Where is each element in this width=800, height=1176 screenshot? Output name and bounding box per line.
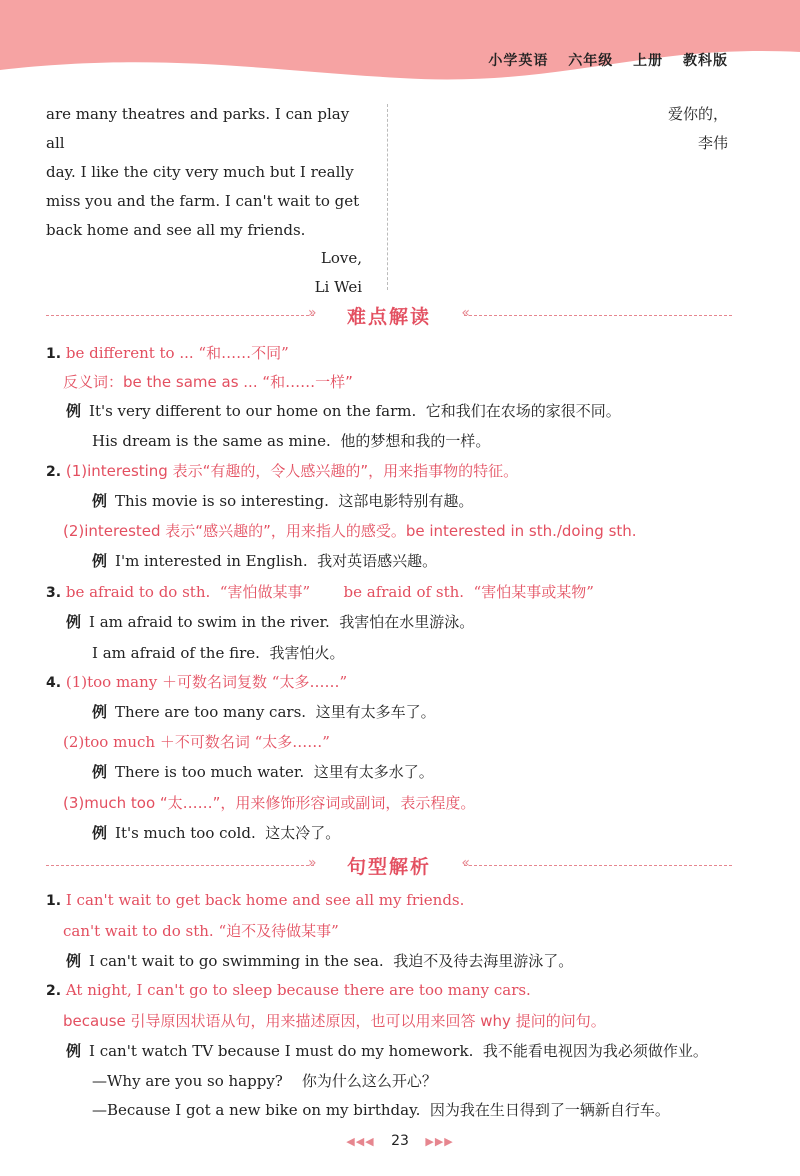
double-chevron-right-icon: » <box>308 305 317 321</box>
header-grade: 六年级 <box>568 53 614 69</box>
translation-closing: 爱你的， <box>667 105 728 123</box>
point-note <box>63 371 353 392</box>
triangle-left-icon: ◀◀◀ <box>346 1135 375 1148</box>
point-text: be different to ... “和……不同” <box>65 344 289 362</box>
example-zh: 这里有太多水了。 <box>313 763 434 781</box>
header-edition: 教科版 <box>683 53 728 69</box>
example-en: I can't watch TV because I must do my homework. <box>89 1042 474 1060</box>
header-banner <box>0 0 800 88</box>
dialogue-line <box>92 1099 670 1120</box>
point-text: I can't wait to get back home and see all my friends. <box>65 891 465 909</box>
point-note <box>63 520 637 541</box>
point-heading <box>46 981 531 999</box>
example-zh: 我对英语感兴趣。 <box>317 552 438 570</box>
example-en: It's much too cold. <box>115 824 256 842</box>
example-zh: 这里有太多车了。 <box>315 703 436 721</box>
letter-closing: Love, <box>320 249 362 267</box>
example-label: 例 <box>92 492 108 510</box>
example-label: 例 <box>92 763 108 781</box>
example-row <box>66 1040 708 1061</box>
example-en: I can't wait to go swimming in the sea. <box>89 952 384 970</box>
letter-line: miss you and the farm. I can't wait to get <box>46 192 360 210</box>
point-heading <box>46 581 594 602</box>
point-heading <box>46 671 347 692</box>
example-zh: 我害怕火。 <box>269 644 345 662</box>
example-en: —Why are you so happy? <box>92 1072 283 1090</box>
point-text: At night, I can't go to sleep because there are too many cars. <box>65 981 531 999</box>
translation-signature: 李伟 <box>697 134 728 152</box>
point-text: (1)too many ＋可数名词复数 “太多……” <box>65 673 348 691</box>
example-zh: 这太冷了。 <box>265 824 341 842</box>
point-note <box>63 1010 606 1031</box>
section-title: 难点解读 <box>346 306 431 328</box>
point-number: 1. <box>46 893 62 909</box>
header-subject: 小学英语 <box>488 53 549 69</box>
point-text: (1)interesting 表示“有趣的，令人感兴趣的”，用来指事物的特征。 <box>65 462 519 480</box>
example-zh: 这部电影特别有趣。 <box>338 492 474 510</box>
point-text: (3)much too “太……”，用来修饰形容词或副词，表示程度。 <box>63 794 476 812</box>
example-row <box>92 550 437 571</box>
section-title: 句型解析 <box>346 856 431 878</box>
dialogue-line <box>92 1070 437 1091</box>
point-text: can't wait to do sth. “迫不及待做某事” <box>63 922 339 940</box>
example-en: I'm interested in English. <box>115 552 308 570</box>
example-label: 例 <box>66 402 82 420</box>
point-note <box>63 792 475 813</box>
example-row <box>92 490 473 511</box>
point-text: because 引导原因状语从句，用来描述原因，也可以用来回答 why 提问的问句。 <box>63 1012 606 1030</box>
point-number: 2. <box>46 983 62 999</box>
example-zh: 因为我在生日得到了一辆新自行车。 <box>429 1101 670 1119</box>
letter-line: are many theatres and parks. I can play all <box>46 105 350 152</box>
example-zh: 他的梦想和我的一样。 <box>340 432 491 450</box>
example-label: 例 <box>66 613 82 631</box>
point-note <box>63 731 330 752</box>
page-footer <box>0 1133 800 1149</box>
example-zh: 我害怕在水里游泳。 <box>339 613 475 631</box>
example-label: 例 <box>66 952 82 970</box>
point-number: 4. <box>46 675 62 691</box>
example-en: It's very different to our home on the farm. <box>89 402 417 420</box>
example-label: 例 <box>92 824 108 842</box>
example-en: His dream is the same as mine. <box>92 432 331 450</box>
example-label: 例 <box>66 1042 82 1060</box>
example-row <box>92 701 436 722</box>
point-note <box>63 920 339 941</box>
point-text: (2)interested 表示“感兴趣的”，用来指人的感受。be interested in sth./doing sth. <box>63 522 637 540</box>
example-en: There are too many cars. <box>115 703 307 721</box>
double-chevron-right-icon: » <box>308 855 317 871</box>
example-label: 例 <box>92 552 108 570</box>
letter-translation <box>668 100 728 158</box>
point-text: 反义词：be the same as ... “和……一样” <box>63 373 353 391</box>
point-heading <box>46 891 464 909</box>
example-row <box>92 761 434 782</box>
section-header-sentences <box>46 852 732 880</box>
column-divider <box>387 104 388 290</box>
point-number: 2. <box>46 464 62 480</box>
example-label: 例 <box>92 703 108 721</box>
letter-signoff <box>46 244 362 302</box>
example-en: I am afraid of the fire. <box>92 644 260 662</box>
double-chevron-left-icon: « <box>461 305 470 321</box>
double-chevron-left-icon: « <box>461 855 470 871</box>
example-row <box>66 400 621 421</box>
point-heading <box>46 342 289 363</box>
point-number: 3. <box>46 585 62 601</box>
letter-line: back home and see all my friends. <box>46 221 306 239</box>
point-text: be afraid to do sth. “害怕做某事” be afraid of sth. “害怕某事或某物” <box>65 583 594 601</box>
section-header-difficulties <box>46 302 732 330</box>
point-heading <box>46 460 518 481</box>
example-zh: 我不能看电视因为我必须做作业。 <box>482 1042 708 1060</box>
example-row <box>66 611 474 632</box>
letter-line: day. I like the city very much but I really <box>46 163 354 181</box>
letter-signature: Li Wei <box>314 278 362 296</box>
point-text: (2)too much ＋不可数名词 “太多……” <box>63 733 330 751</box>
example-en: This movie is so interesting. <box>115 492 329 510</box>
triangle-right-icon: ▶▶▶ <box>425 1135 454 1148</box>
example-row <box>92 642 344 663</box>
example-en: —Because I got a new bike on my birthday. <box>92 1101 421 1119</box>
example-en: I am afraid to swim in the river. <box>89 613 330 631</box>
page-number: 23 <box>391 1133 409 1149</box>
example-row <box>92 430 490 451</box>
example-en: There is too much water. <box>115 763 305 781</box>
example-zh: 它和我们在农场的家很不同。 <box>425 402 621 420</box>
example-zh: 你为什么这么开心？ <box>301 1072 437 1090</box>
book-info <box>474 50 728 70</box>
example-row <box>92 822 340 843</box>
example-zh: 我迫不及待去海里游泳了。 <box>393 952 574 970</box>
header-volume: 上册 <box>633 53 664 69</box>
point-number: 1. <box>46 346 62 362</box>
example-row <box>66 950 573 971</box>
letter-body <box>46 100 366 245</box>
